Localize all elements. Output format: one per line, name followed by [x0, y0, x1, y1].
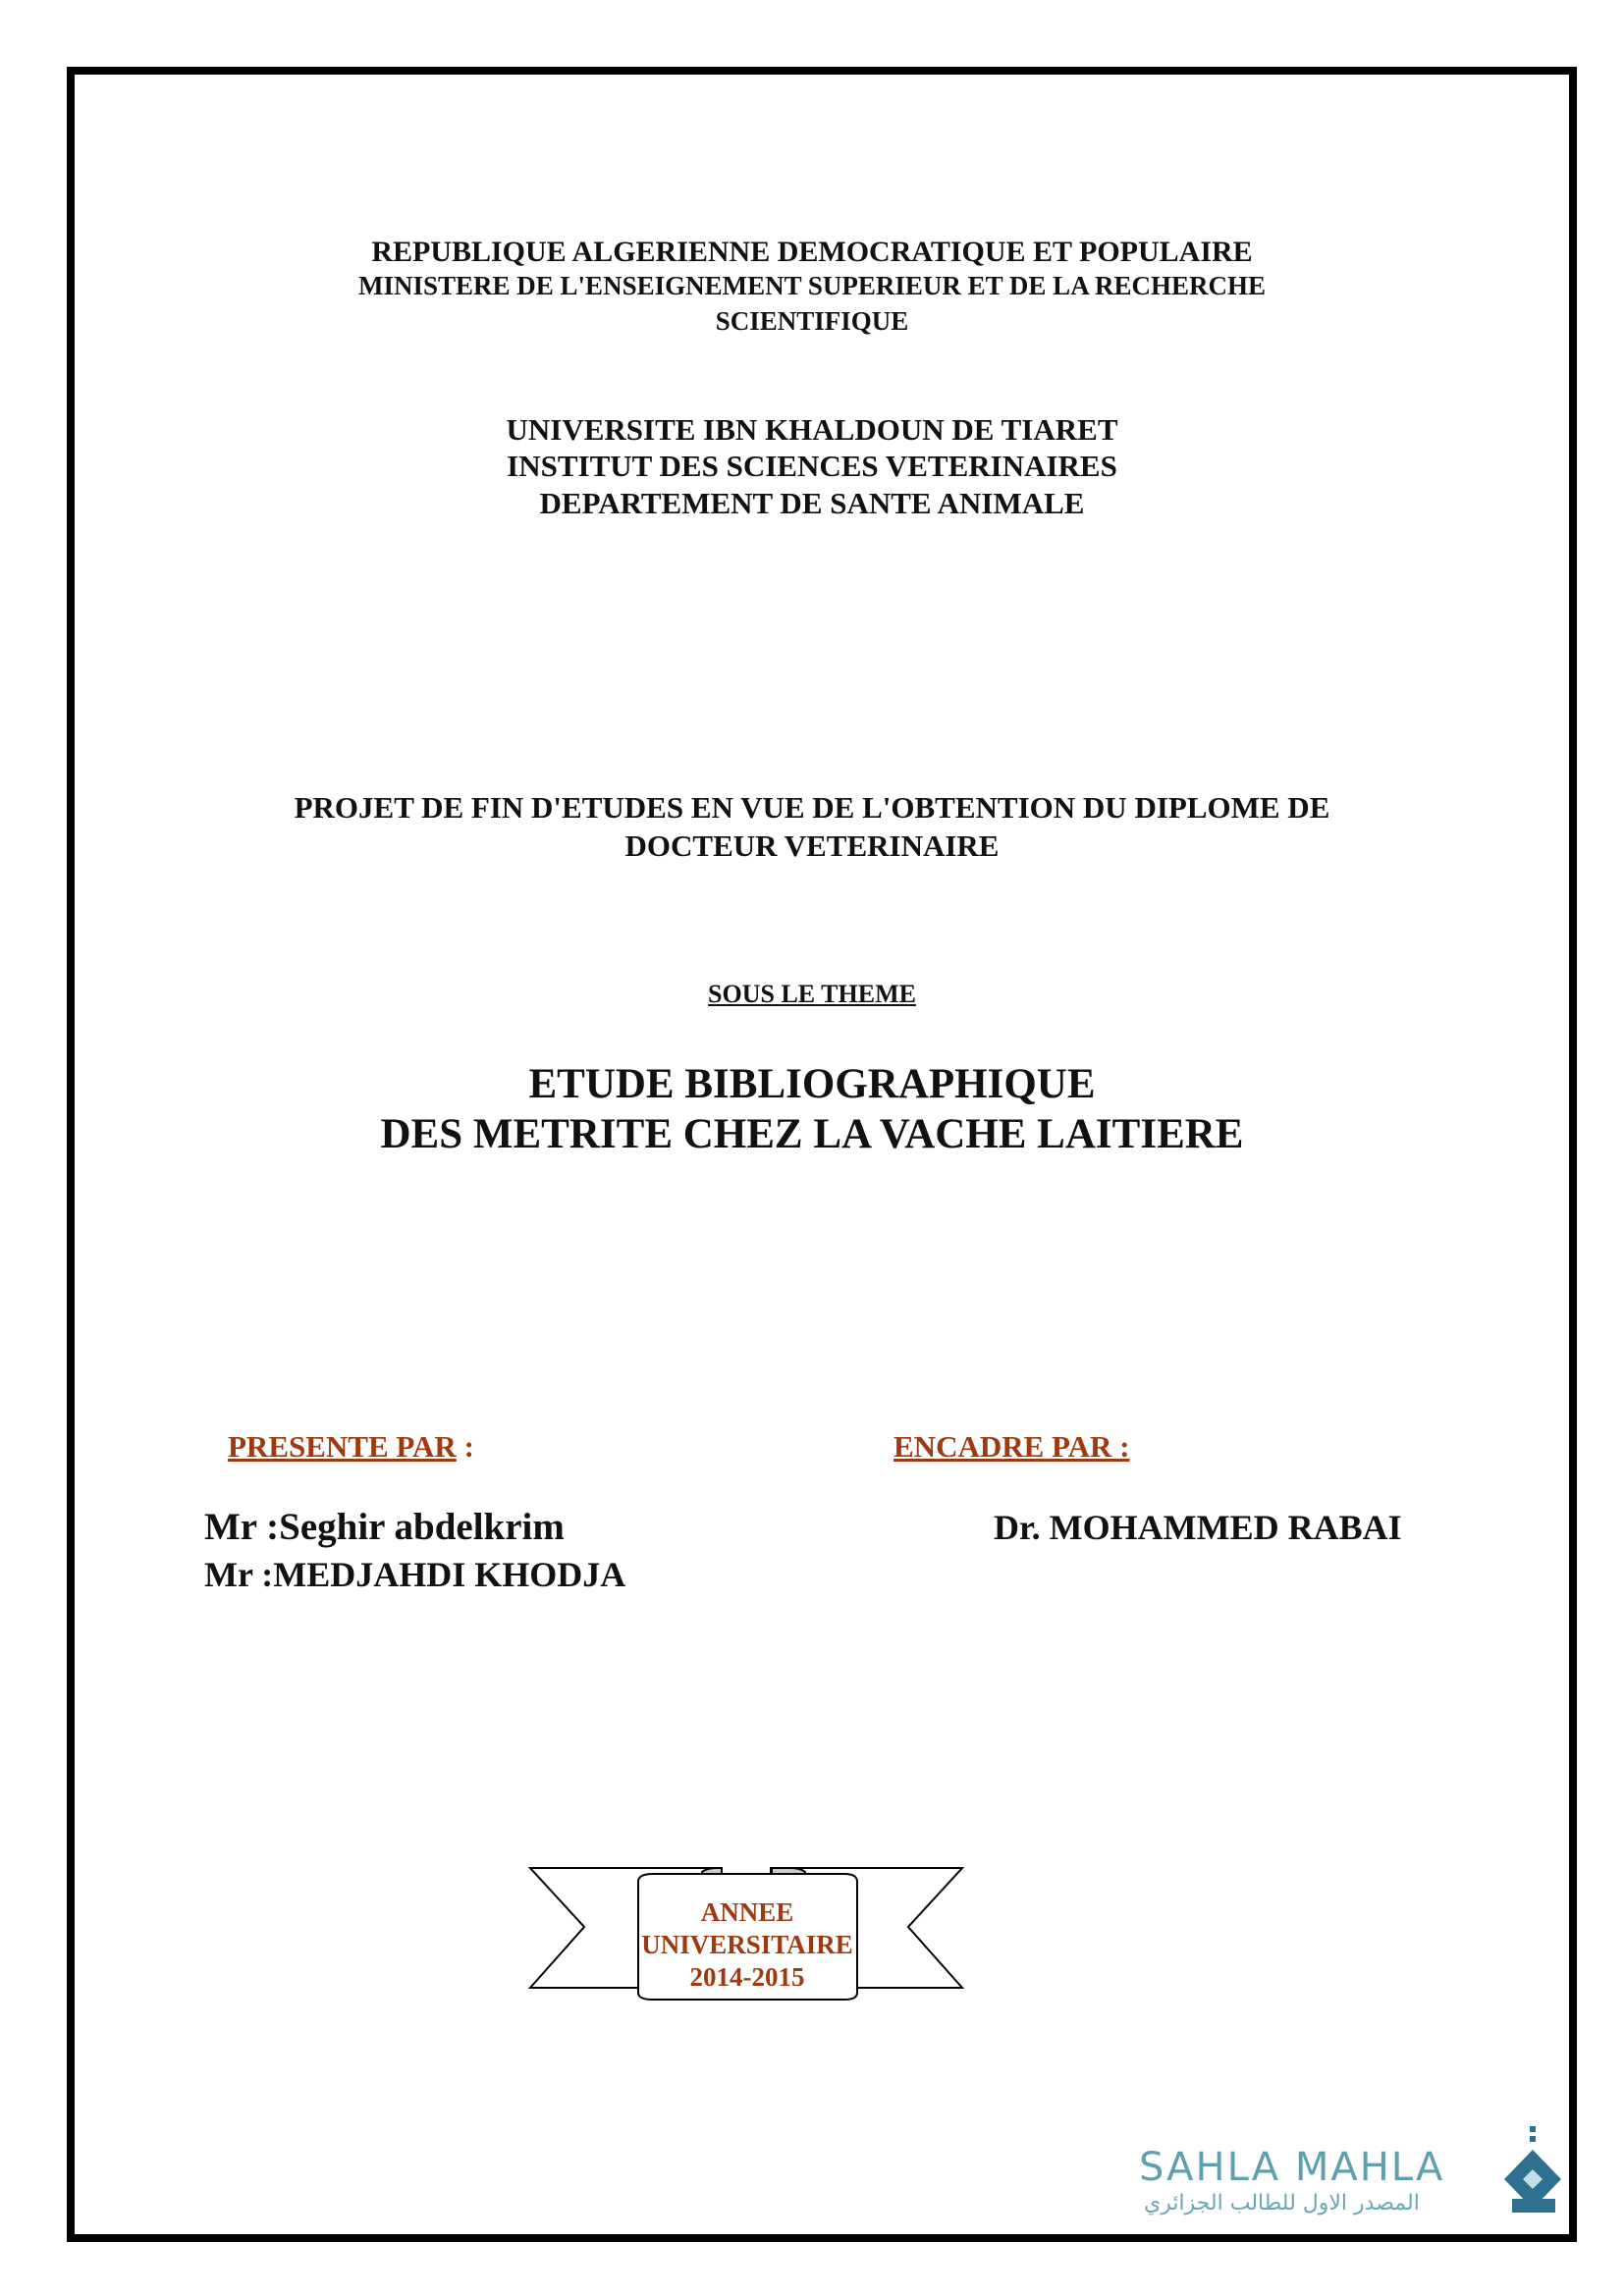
department-name: DEPARTEMENT DE SANTE ANIMALE: [539, 486, 1085, 520]
ministry-heading: MINISTERE DE L'ENSEIGNEMENT SUPERIEUR ET DE LA RECHERCHE: [358, 271, 1266, 300]
student-name-1: Mr :Seghir abdelkrim: [204, 1506, 565, 1548]
supervisor-name: Dr. MOHAMMED RABAI: [994, 1508, 1402, 1547]
institute-name: INSTITUT DES SCIENCES VETERINAIRES: [507, 449, 1117, 483]
ribbon-line2: UNIVERSITAIRE: [641, 1930, 853, 1959]
logo-tagline: المصدر الاول للطالب الجزائري: [1144, 2191, 1420, 2216]
academic-year: 2014-2015: [689, 1962, 805, 1992]
presented-by-label: PRESENTE PAR :: [228, 1429, 474, 1464]
logo-text: SAHLA MAHLA: [1139, 2145, 1445, 2190]
theme-label: SOUS LE THEME: [708, 980, 916, 1008]
republic-heading: REPUBLIQUE ALGERIENNE DEMOCRATIQUE ET POPULAIRE: [371, 236, 1253, 268]
ministry-heading-cont: SCIENTIFIQUE: [715, 306, 909, 336]
project-line1: PROJET DE FIN D'ETUDES EN VUE DE L'OBTENTION DU DIPLOME DE: [294, 790, 1330, 825]
ribbon-line1: ANNEE: [700, 1897, 794, 1927]
academic-year-ribbon: [638, 1896, 856, 1994]
student-name-2: Mr :MEDJAHDI KHODJA: [204, 1555, 626, 1594]
logo-emblem-icon: [1502, 2120, 1571, 2223]
project-line2: DOCTEUR VETERINAIRE: [624, 828, 1000, 863]
university-name: UNIVERSITE IBN KHALDOUN DE TIARET: [506, 412, 1118, 447]
supervised-by-label: ENCADRE PAR :: [893, 1429, 1130, 1464]
title-line1: ETUDE BIBLIOGRAPHIQUE: [528, 1061, 1096, 1107]
title-line2: DES METRITE CHEZ LA VACHE LAITIERE: [380, 1111, 1244, 1157]
